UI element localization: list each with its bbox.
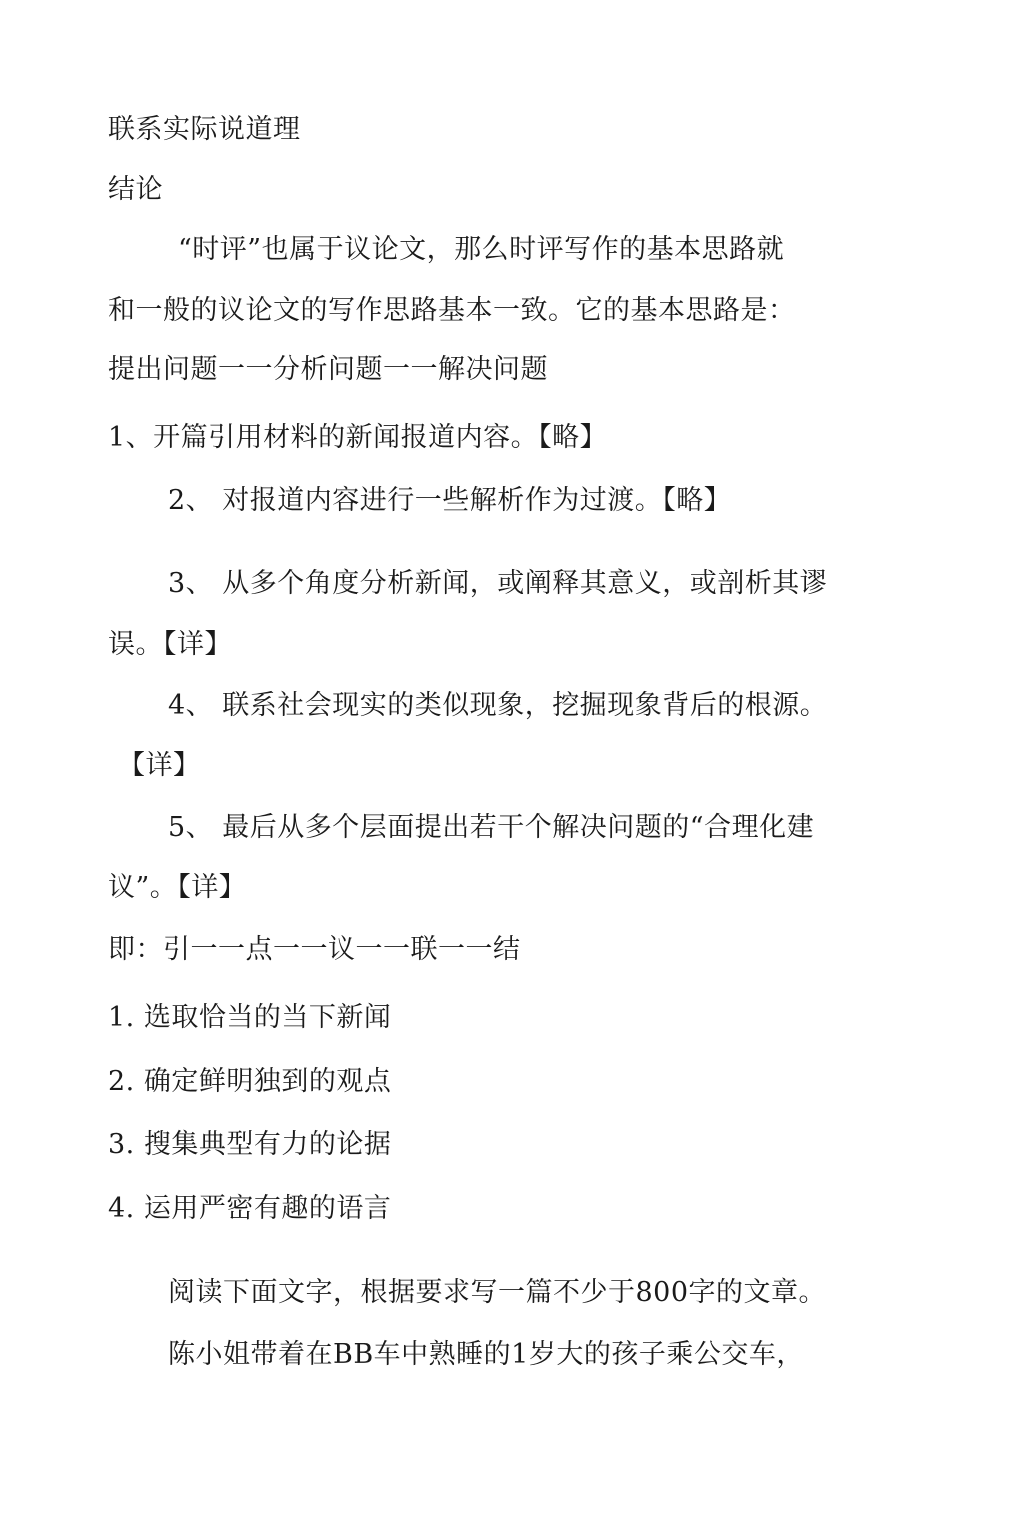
text-line: 2、 对报道内容进行一些解析作为过渡。【略】 xyxy=(168,485,732,516)
text-line: 2. 确定鲜明独到的观点 xyxy=(108,1066,392,1097)
text-line: 4. 运用严密有趣的语言 xyxy=(108,1193,392,1224)
text-line: 3、 从多个角度分析新闻，或阐释其意义，或剖析其谬 xyxy=(168,568,828,599)
text-line: 3. 搜集典型有力的论据 xyxy=(108,1129,392,1160)
text-line: 议”。【详】 xyxy=(108,872,247,903)
text-line: 4、 联系社会现实的类似现象，挖掘现象背后的根源。 xyxy=(168,690,828,721)
text-line: 即：引一一点一一议一一联一一结 xyxy=(108,934,521,965)
text-line: 联系实际说道理 xyxy=(108,114,301,145)
text-line: 结论 xyxy=(108,174,163,205)
text-line: 提出问题一一分析问题一一解决问题 xyxy=(108,354,548,385)
text-line: 1、开篇引用材料的新闻报道内容。【略】 xyxy=(108,422,608,453)
text-line: 和一般的议论文的写作思路基本一致。它的基本思路是： xyxy=(108,295,796,326)
text-line: 误。【详】 xyxy=(108,629,232,660)
text-line: 【详】 xyxy=(118,750,201,781)
text-line: 陈小姐带着在BB车中熟睡的1岁大的孩子乘公交车， xyxy=(168,1339,804,1370)
text-line: 5、 最后从多个层面提出若干个解决问题的“合理化建 xyxy=(168,812,815,843)
text-line: 1. 选取恰当的当下新闻 xyxy=(108,1002,392,1033)
text-line: “时评”也属于议论文，那么时评写作的基本思路就 xyxy=(178,234,785,265)
text-line: 阅读下面文字，根据要求写一篇不少于800字的文章。 xyxy=(168,1277,827,1308)
